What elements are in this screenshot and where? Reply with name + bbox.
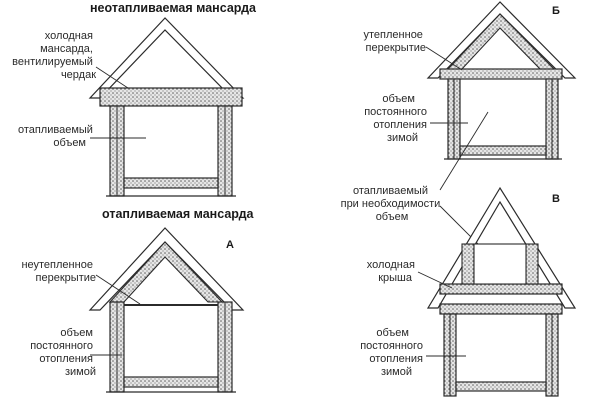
knee-wall-right-c [526,244,538,284]
house-c [428,188,575,396]
upper-floor-c [440,284,562,294]
floor-insulation-a [124,377,218,387]
panel-letter-a: А [226,239,234,251]
ceiling-insulation [100,88,242,106]
title-heated-attic: отапливаемая мансарда [102,207,254,221]
insulated-floor-b [440,69,562,79]
label-cold-roof: холодная крыша [366,259,415,284]
panel-letter-b: Б [552,5,560,17]
label-permanent-heat-a: объем постоянного отопления зимой [30,327,96,378]
floor-insulation [124,178,218,188]
roof-outline-a [90,228,243,310]
title-unheated-attic: неотапливаемая мансарда [90,1,256,15]
house-unheated-attic [90,18,243,196]
house-b [428,2,575,159]
attic-room-c [474,244,526,284]
label-heated-volume: отапливаемый объем [17,124,93,149]
label-cold-attic: холодная мансарда, вентилируемый чердак [12,30,96,81]
floor-insulation-c [456,382,546,391]
label-uninsulated-floor: неутепленное перекрытие [21,259,96,284]
label-insulated-floor: утепленное перекрытие [363,29,426,54]
floor-insulation-b [460,146,546,155]
roof-outline [90,18,243,98]
label-permanent-heat-b: объем постоянного отопления зимой [364,93,427,144]
panel-letter-c: В [552,193,560,205]
label-heated-when-needed: отапливаемый при необходимости объем [340,185,441,223]
knee-wall-left-c [462,244,474,284]
label-permanent-heat-c: объем постоянного отопления зимой [360,327,423,378]
insulated-floor-c [440,304,562,314]
house-heated-attic-a [90,228,243,392]
